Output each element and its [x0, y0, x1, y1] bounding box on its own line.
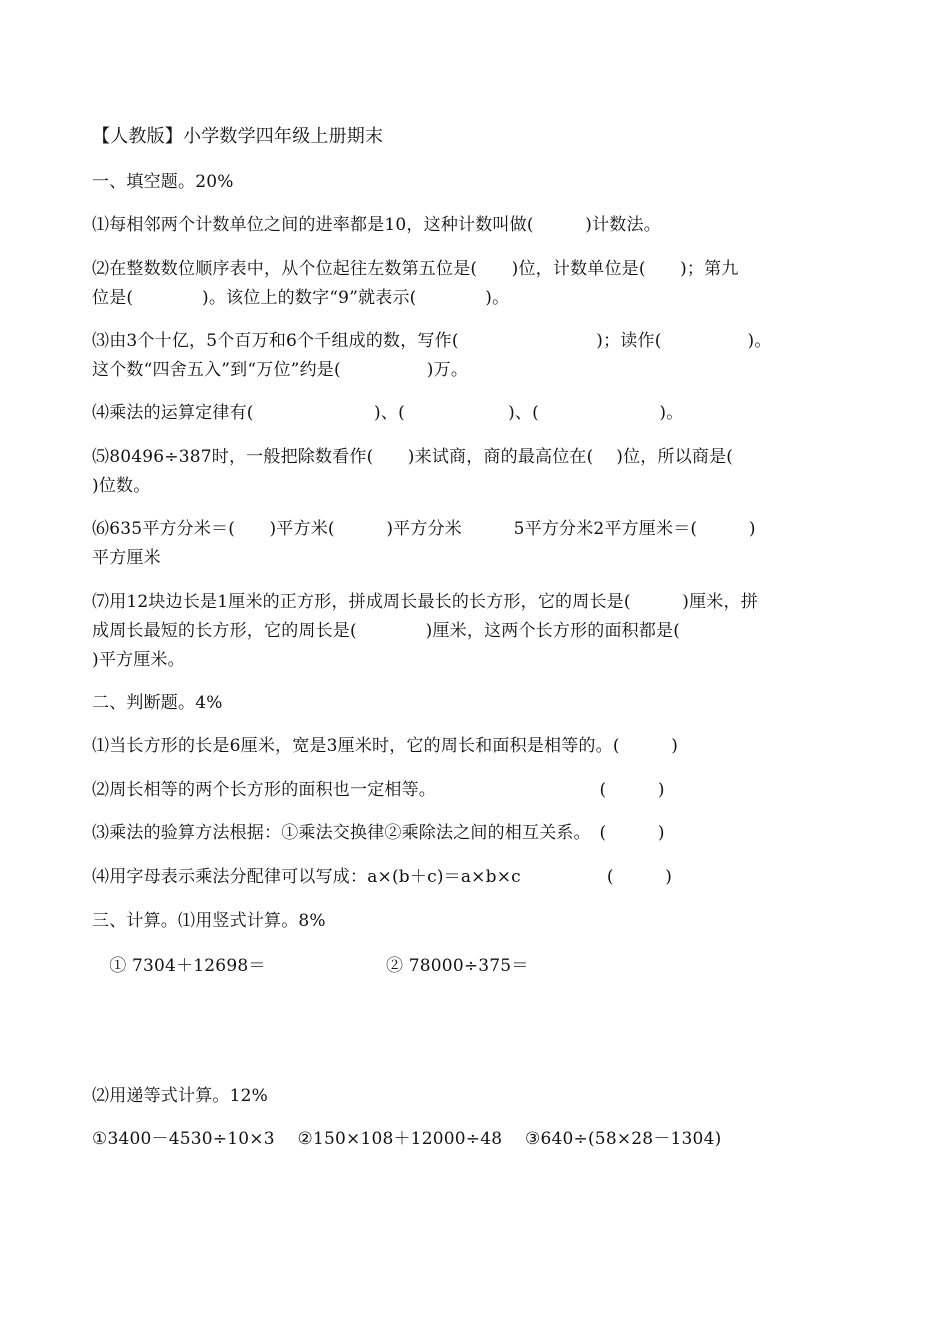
section-2-heading: 二、判断题。4%	[92, 693, 223, 713]
fill-question-1: ⑴每相邻两个计数单位之间的进率都是10，这种计数叫做( )计数法。	[92, 215, 661, 235]
fill-question-3-line-2: 这个数“四舍五入”到“万位”约是( )万。	[92, 360, 469, 380]
fill-question-3-line-1: ⑶由3个十亿，5个百万和6个千组成的数，写作( )；读作( )。	[92, 331, 772, 351]
fill-question-6-line-1: ⑹635平方分米＝( )平方米( )平方分米 5平方分米2平方厘米＝( )	[92, 519, 756, 539]
fill-question-5-line-2: )位数。	[92, 476, 151, 496]
section-1-heading: 一、填空题。20%	[92, 172, 234, 192]
vertical-calculation-problems: ① 7304＋12698＝ ② 78000÷375＝	[92, 956, 529, 976]
judge-question-4: ⑷用字母表示乘法分配律可以写成：a×(b＋c)＝a×b×c ( )	[92, 867, 673, 887]
judge-question-1: ⑴当长方形的长是6厘米，宽是3厘米时，它的周长和面积是相等的。( )	[92, 736, 679, 756]
fill-question-4: ⑷乘法的运算定律有( )、( )、( )。	[92, 403, 684, 423]
judge-question-3: ⑶乘法的验算方法根据：①乘法交换律②乘除法之间的相互关系。 ( )	[92, 823, 665, 843]
fill-question-5-line-1: ⑸80496÷387时，一般把除数看作( )来试商，商的最高位在( )位，所以商是(	[92, 447, 734, 467]
fill-question-2-line-2: 位是( )。该位上的数字“9”就表示( )。	[92, 288, 510, 308]
stepwise-calculation-heading: ⑵用递等式计算。12%	[92, 1086, 268, 1106]
fill-question-7-line-1: ⑺用12块边长是1厘米的正方形，拼成周长最长的长方形，它的周长是( )厘米，拼	[92, 592, 758, 612]
page-title: 【人教版】小学数学四年级上册期末	[92, 126, 384, 147]
fill-question-2-line-1: ⑵在整数数位顺序表中，从个位起往左数第五位是( )位，计数单位是( )；第九	[92, 259, 739, 279]
stepwise-calculation-problems: ①3400－4530÷10×3 ②150×108＋12000÷48 ③640÷(58×28－1304)	[92, 1129, 722, 1149]
judge-question-2: ⑵周长相等的两个长方形的面积也一定相等。 ( )	[92, 780, 665, 800]
section-3-heading: 三、计算。⑴用竖式计算。8%	[92, 911, 326, 931]
fill-question-6-line-2: 平方厘米	[92, 548, 161, 568]
fill-question-7-line-3: )平方厘米。	[92, 650, 185, 670]
fill-question-7-line-2: 成周长最短的长方形，它的周长是( )厘米，这两个长方形的面积都是(	[92, 621, 681, 641]
